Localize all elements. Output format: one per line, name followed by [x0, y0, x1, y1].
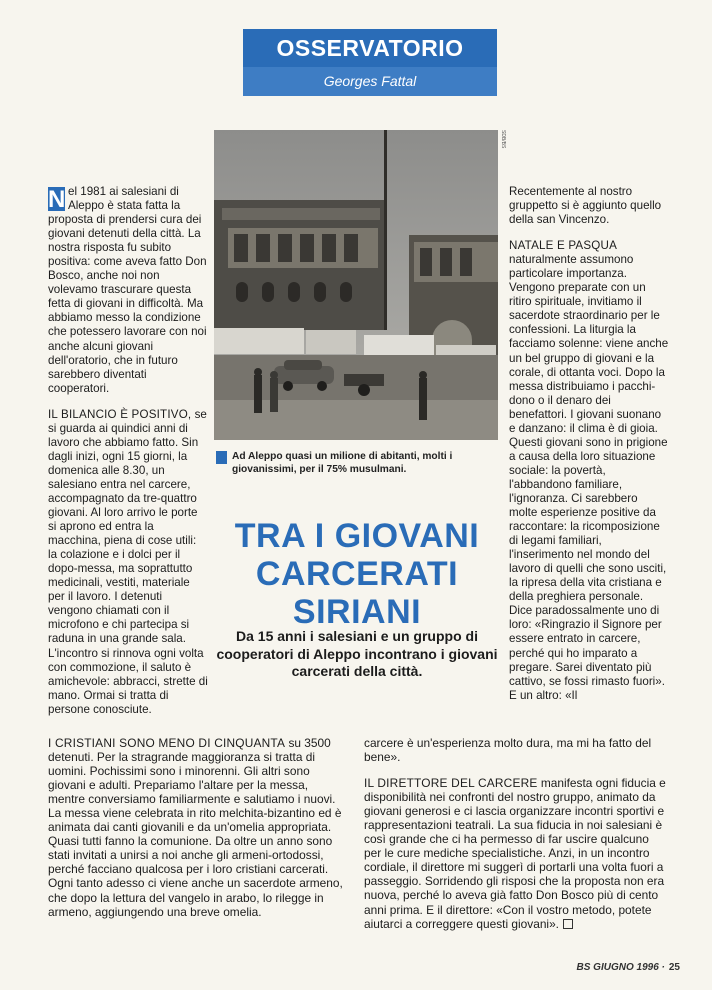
caption-marker — [216, 451, 227, 464]
intro-paragraph: N el 1981 ai salesiani di Aleppo è stata fatta la proposta di prendersi cura dei giovani detenuti della città. La nostra risposta fu subito positiva: come aveva fatto Don Bosco, anche noi non volevamo trascurare questa fetta di giovani in difficoltà. Ma abbiamo messo la condizione che potessero lavorare con noi anche alcuni giovani dell'oratorio, che in futuro sarebbero diventati cooperatori. — [48, 185, 207, 395]
natale-paragraph: NATALE E PASQUA naturalmente assumono particolare importanza. Vengono preparate con un ritiro spirituale, invitiamo il sacerdote straordinario per le confessioni. La liturgia la facciamo solenne: viene anche un bel gruppo di giovani e la corale, di ottanta voci. Dopo la messa distribuiamo i pacchi-dono o il denaro dei benefattori. I giovani suonano e danzano: il clima è di gioia. — [509, 239, 669, 435]
headline-line-2: CARCERATI — [255, 555, 459, 593]
headline-line-3: SIRIANI — [292, 593, 422, 631]
page-number: 25 — [668, 962, 680, 973]
author-byline: Georges Fattal — [243, 67, 497, 96]
article-subhead: Da 15 anni i salesiani e un gruppo di cooperatori di Aleppo incontrano i giovani carcerati della città. — [216, 628, 498, 679]
paragraph-lead: I CRISTIANI SONO MENO DI CINQUANTA — [48, 736, 286, 750]
article-headline — [214, 517, 500, 631]
photo-illustration — [214, 130, 498, 440]
column-bottom-left — [48, 736, 348, 931]
column-right — [509, 185, 669, 715]
paragraph-lead: IL DIRETTORE DEL CARCERE — [364, 776, 538, 791]
issue-label: BS GIUGNO 1996 · — [576, 962, 665, 973]
aleppo-street-photo — [214, 130, 498, 440]
headline-line-1: TRA I GIOVANI — [234, 517, 480, 555]
photo-credit: SDB/BS — [500, 130, 506, 149]
cristiani-paragraph: I CRISTIANI SONO MENO DI CINQUANTA su 3500 detenuti. Per la stragrande maggioranza si tratta di uomini. Pochissimi sono i minorenni. Gli altri sono giovani e adulti. Prepariamo l'altare per la messa, mentre conversiamo familiarmente e salutiamo i nuovi. La messa viene celebrata in rito melchita-bizantino ed è animata dai canti giovanili e da un'omelia appropriata. Quasi tutti fanno la comunione. Da oltre un anno sono stati invitati a unirsi a noi anche gli armeni-ortodossi, perché facciano qualcosa per i loro cristiani carcerati. Ogni tanto adesso ci viene anche un sacerdote armeno, che dopo la lettura del vangelo in arabo, lo rilegge in armeno, aggiungendo una breve omelia. — [48, 736, 343, 919]
end-of-article-icon — [563, 919, 573, 929]
bilancio-paragraph: IL BILANCIO È POSITIVO, se si guarda ai quindici anni di lavoro che abbiamo fatto. Sin dagli inizi, ogni 15 giorni, la domenica alle 8.30, un salesiano entra nel carcere, accompagnato da tre-quattro giovani. Al loro arrivo le porte si aprono ed entra la macchina, piena di cose utili: la colazione e i dolci per il dopo-messa, ma soprattutto medicinali, vestiti, materiale per il lavoro. I detenuti vengono chiamati con il microfono e chi partecipa si raduna in una grande sala. L'incontro si rinnova ogni volta con commozione, il saluto è amichevole: abbracci, strette di mano. Ormai si tratta di persone conosciute. — [48, 407, 208, 716]
paragraph-lead: IL BILANCIO È POSITIVO, — [48, 407, 192, 421]
column-bottom-right — [364, 736, 666, 943]
column-left — [48, 185, 208, 729]
drop-cap: N — [48, 186, 66, 213]
direttore-paragraph: IL DIRETTORE DEL CARCERE manifesta ogni fiducia e disponibilità nei confronti del nostro gruppo, animato da giovani generosi e ci lascia organizzare incontri sportivi e rappresentazioni teatrali. La sua fiducia in noi salesiani è così grande che ci ha permesso di far uscire qualcuno per le cure mediche specialistiche. Anzi, in un incontro cordiale, il direttore mi suggerì di portarli una volta fuori a passeggio. Sorridendo gli risposi che la proposta non era nuova, perché lo aveva già fatto Don Bosco più di cento anni prima. E il direttore: «Con il vostro metodo, potete aiutarci a correggere questi giovani». — [364, 776, 666, 931]
page-footer — [577, 962, 680, 973]
section-banner: OSSERVATORIO — [243, 29, 497, 67]
carcere-paragraph: carcere è un'esperienza molto dura, ma mi ha fatto del bene». — [364, 736, 652, 765]
vincenzo-paragraph: Recentemente al nostro gruppetto si è aggiunto quello della san Vincenzo. — [509, 185, 662, 227]
photo-caption: Ad Aleppo quasi un milione di abitanti, molti i giovanissimi, per il 75% musulmani. — [232, 451, 453, 475]
paragraph-lead: NATALE E PASQUA — [509, 239, 618, 253]
prigione-paragraph: Questi giovani sono in prigione a causa della loro situazione sociale: la povertà, l'abbandono familiare, l'ignoranza. Ci sarebbero molte esperienze positive da raccontare: la ricomposizione di legami familiari, l'inserimento nel mondo del lavoro di quelli che sono usciti, la ripresa della vita cristiana e della preghiera personale. Dice paradossalmente uno di loro: «Ringrazio il Signore per essere entrato in carcere, perché qui ho imparato a pregare. Sarei diventato più cattivo, se fossi rimasto fuori». E un altro: «Il — [509, 435, 668, 702]
